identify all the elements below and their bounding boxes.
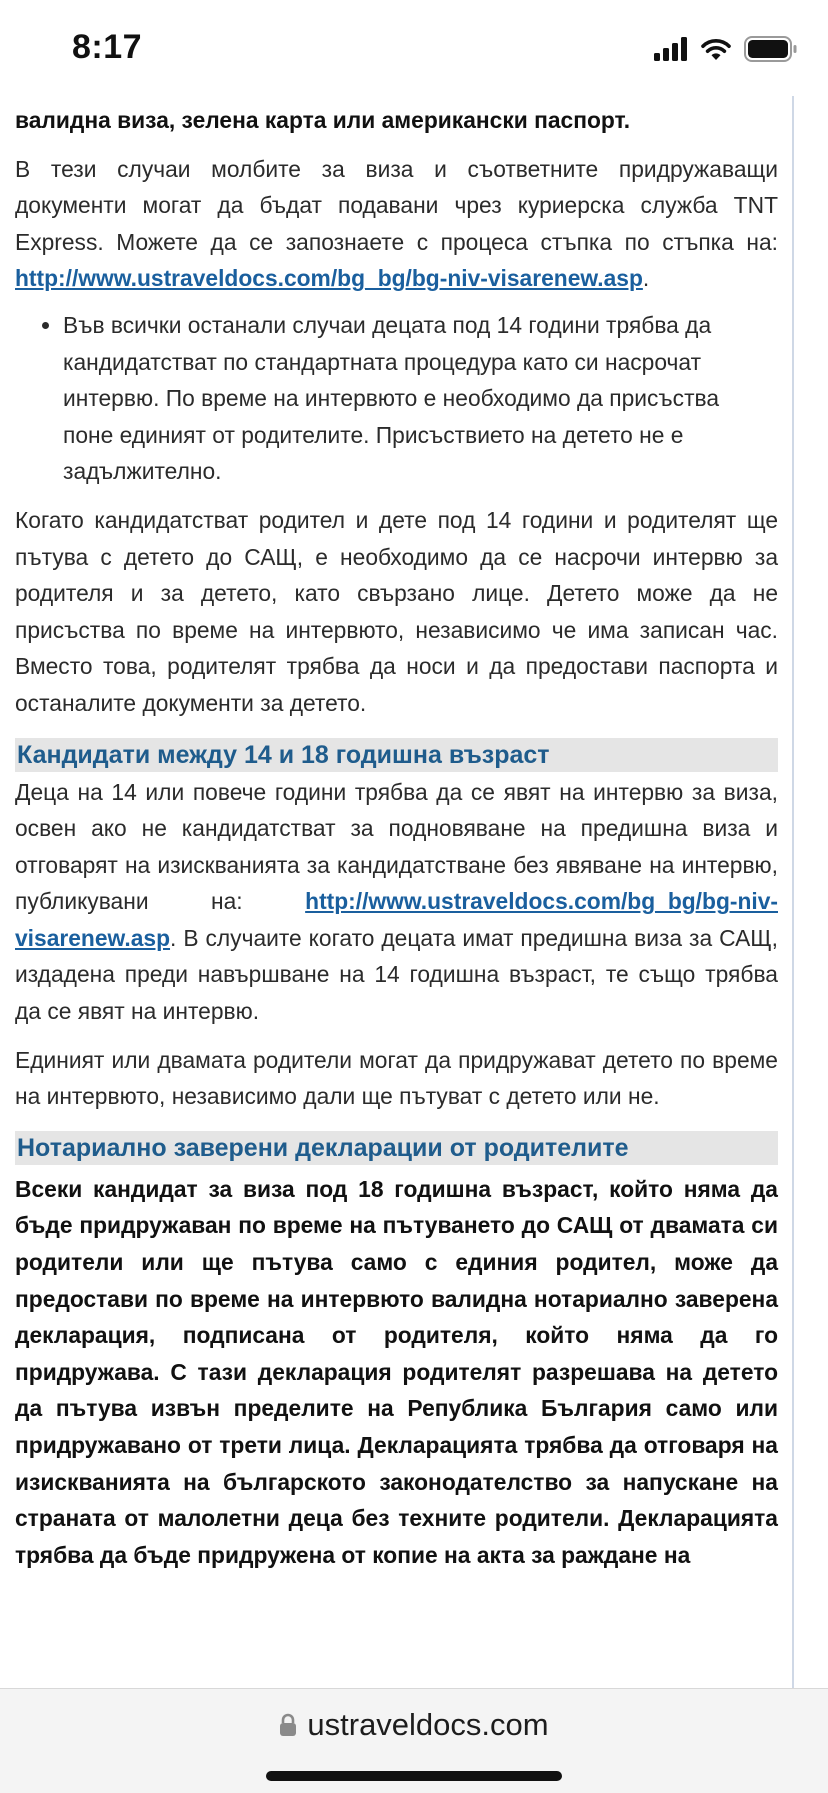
paragraph-tnt: [15, 151, 778, 297]
web-content[interactable]: [0, 96, 794, 1688]
home-indicator[interactable]: [266, 1771, 562, 1781]
url-row[interactable]: [0, 1707, 828, 1743]
paragraph-14-plus-text: Деца на 14 или повече години трябва да се явят на интервю за виза, освен ако не кандидатстват за подновяване на предишна виза и отговарят на изискванията за кандидатстване без явяване на интервю, публикувани на:: [15, 778, 778, 915]
cellular-signal-icon: [654, 37, 688, 61]
paragraph-tnt-end: .: [642, 265, 650, 292]
visarenew-link[interactable]: http://www.ustraveldocs.com/bg_bg/bg-niv-visarenew.asp: [15, 265, 643, 292]
status-icons: [654, 36, 798, 62]
url-domain[interactable]: ustraveldocs.com: [307, 1707, 549, 1742]
section-header-notarized: Нотариално заверени декларации от родителите: [15, 1131, 778, 1165]
list-item: • Във всички останали случаи децата под 14 години трябва да кандидатстват по стандартната процедура като си насрочат интервю. По време на интервюто е необходимо да присъства поне единият от родителите. Присъствието на детето не е задължително.: [63, 307, 758, 490]
status-bar: [0, 0, 828, 96]
paragraph-notarized-declaration: Всеки кандидат за виза под 18 годишна възраст, който няма да бъде придружаван по време на пътуването до САЩ от двамата си родители или ще пътува само с единия родител, може да предостави по време на интервюто валидна нотариално заверена декларация, подписана от родителя, който няма да го придружава. С тази декларация родителят разрешава на детето да пътува извън пределите на Република България само или придружавано от трети лица. Декларацията трябва да отговаря на изискванията на българското законодателство за напускане на страната от малолетни деца без техните родители. Декларацията трябва да бъде придружена от копие на акта за раждане на: [15, 1175, 778, 1568]
visarenew-link-2[interactable]: http://www.ustraveldocs.com/bg_bg/bg-niv-visarenew.asp: [15, 888, 778, 951]
paragraph-parent-child: Когато кандидатстват родител и дете под 14 години и родителят ще пътува с детето до САЩ, е необходимо да се насрочи интервю за родителя и за детето, като свързано лице. Детето може да не присъства по време на интервюто, независимо че има записан час. Вместо това, родителят трябва да носи и да предостави паспорта и останалите документи за детето.: [15, 506, 778, 716]
intro-bold-text: валидна виза, зелена карта или американски паспорт.: [15, 107, 631, 133]
paragraph-tnt-text: В тези случаи молбите за виза и съответните придружаващи документи могат да бъдат подавани чрез куриерска служба TNT Express. Можете да се запознаете с процеса стъпка по стъпка на:: [15, 155, 778, 255]
status-time: 8:17: [72, 28, 143, 66]
battery-icon: [744, 36, 798, 62]
browser-url-bar[interactable]: [0, 1688, 828, 1793]
wifi-icon: [700, 37, 732, 61]
section-header-14-18: Кандидати между 14 и 18 годишна възраст: [15, 738, 778, 772]
bullet-list: [15, 307, 778, 490]
paragraph-14-plus: [15, 774, 778, 1030]
paragraph-14-plus-end: . В случаите когато децата имат предишна виза за САЩ, издадена преди навършване на 14 годишна възраст, те също трябва да се явят на интервю.: [15, 924, 778, 1025]
lock-icon: [279, 1713, 297, 1737]
article: [15, 96, 778, 1573]
paragraph-parents-accompany: Единият или двамата родители могат да придружават детето по време на интервюто, независимо дали ще пътуват с детето или не.: [15, 1046, 778, 1110]
